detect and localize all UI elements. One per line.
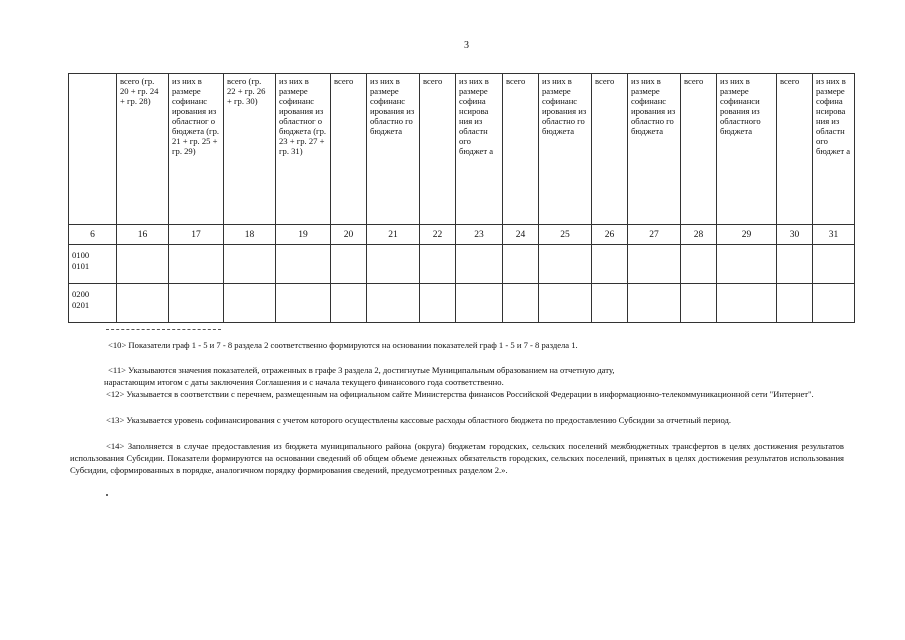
footnote-14: <14> Заполняется в случае предоставления из бюджета муниципального района (округа) бюджетам городских, сельских поселений межбюджетных трансфертов в целях достижения результатов использования Субсидии. Показатели формируются на основании сведений об общем объеме денежных обязательств городских, сельских поселений, принятых в целях достижения результатов использования Субсидии, сформированных в порядке, аналогичном порядку формирования сведений, предусмотренных разделом 2.».: [70, 441, 844, 475]
header-cell: из них в размере софина нсирова ния из областн ого бюджет а: [456, 74, 503, 225]
data-cell: [681, 245, 717, 284]
data-cell: [628, 245, 681, 284]
column-number: 30: [777, 225, 813, 245]
column-number: 6: [69, 225, 117, 245]
row-code: 0101: [72, 261, 90, 271]
data-cell: [456, 245, 503, 284]
column-number: 27: [628, 225, 681, 245]
data-cell: [681, 284, 717, 323]
data-cell: [276, 284, 331, 323]
header-row: [69, 74, 855, 225]
header-cell: всего: [592, 74, 628, 225]
header-cell: из них в размере софинанс ирования из областног о бюджета (гр. 23 + гр. 27 + гр. 31): [276, 74, 331, 225]
row-code: 0200: [72, 289, 90, 299]
data-cell: [777, 245, 813, 284]
column-number: 16: [117, 225, 169, 245]
table-row: [69, 284, 855, 323]
data-cell: [367, 284, 420, 323]
column-number: 25: [539, 225, 592, 245]
header-cell: из них в размере софинанс ирования из областно го бюджета: [367, 74, 420, 225]
column-number: 20: [331, 225, 367, 245]
data-cell: [503, 245, 539, 284]
footnote-11-line-1: <11> Указываются значения показателей, отраженных в графе 3 раздела 2, достигнутые Муниципальным образованием на отчетную дату,: [108, 365, 615, 375]
column-number: 18: [224, 225, 276, 245]
data-cell: [813, 245, 855, 284]
data-cell: [539, 284, 592, 323]
footnote-13: <13> Указывается уровень софинансирования с учетом которого осуществлены кассовые расходы областного бюджета по предоставлению Субсидии за отчетный период.: [106, 415, 732, 425]
header-cell: всего: [681, 74, 717, 225]
data-cell: [224, 245, 276, 284]
data-cell: [224, 284, 276, 323]
data-cell: [420, 245, 456, 284]
data-cell: [717, 284, 777, 323]
column-number: 31: [813, 225, 855, 245]
data-cell: [331, 245, 367, 284]
column-number-row: [69, 225, 855, 245]
footnote-separator: [106, 329, 221, 330]
data-cell: [331, 284, 367, 323]
column-number: 17: [169, 225, 224, 245]
column-number: 21: [367, 225, 420, 245]
data-cell: [367, 245, 420, 284]
data-cell: [592, 245, 628, 284]
column-number: 22: [420, 225, 456, 245]
report-table: [68, 73, 855, 323]
header-cell: всего (гр. 22 + гр. 26 + гр. 30): [224, 74, 276, 225]
row-code-cell: [69, 284, 117, 323]
data-cell: [503, 284, 539, 323]
data-cell: [628, 284, 681, 323]
data-cell: [169, 245, 224, 284]
data-cell: [592, 284, 628, 323]
column-number: 29: [717, 225, 777, 245]
header-cell: всего: [503, 74, 539, 225]
data-cell: [117, 245, 169, 284]
header-cell: из них в размере софина нсирова ния из областн ого бюджет а: [813, 74, 855, 225]
column-number: 24: [503, 225, 539, 245]
data-cell: [456, 284, 503, 323]
header-cell: всего: [331, 74, 367, 225]
data-cell: [777, 284, 813, 323]
row-code: 0201: [72, 300, 90, 310]
page-number: 3: [464, 40, 469, 51]
header-cell: из них в размере софинанси рования из областного бюджета: [717, 74, 777, 225]
header-cell: всего: [777, 74, 813, 225]
row-code-cell: [69, 245, 117, 284]
footnote-12: <12> Указывается в соответствии с перечнем, размещенным на официальном сайте Министерства финансов Российской Федерации в информационно-телекоммуникационной сети "Интернет".: [106, 389, 814, 399]
data-cell: [420, 284, 456, 323]
footnote-11-line-2: нарастающим итогом с даты заключения Соглашения и с начала текущего финансового года соответственно.: [104, 377, 504, 387]
header-cell: из них в размере софинанс ирования из областно го бюджета: [539, 74, 592, 225]
column-number: 28: [681, 225, 717, 245]
row-code: 0100: [72, 250, 90, 260]
header-cell: всего: [420, 74, 456, 225]
table-row: [69, 245, 855, 284]
footnote-10: <10> Показатели граф 1 - 5 и 7 - 8 раздела 2 соответственно формируются на основании показателей граф 1 - 5 и 7 - 8 раздела 1.: [108, 340, 578, 350]
stray-mark: [106, 494, 108, 496]
column-number: 23: [456, 225, 503, 245]
column-number: 19: [276, 225, 331, 245]
header-cell: всего (гр. 20 + гр. 24 + гр. 28): [117, 74, 169, 225]
data-cell: [276, 245, 331, 284]
data-cell: [539, 245, 592, 284]
header-cell: из них в размере софинанс ирования из областног о бюджета (гр. 21 + гр. 25 + гр. 29): [169, 74, 224, 225]
data-cell: [717, 245, 777, 284]
data-cell: [813, 284, 855, 323]
header-cell: [69, 74, 117, 225]
data-cell: [117, 284, 169, 323]
column-number: 26: [592, 225, 628, 245]
header-cell: из них в размере софинанс ирования из областно го бюджета: [628, 74, 681, 225]
data-cell: [169, 284, 224, 323]
